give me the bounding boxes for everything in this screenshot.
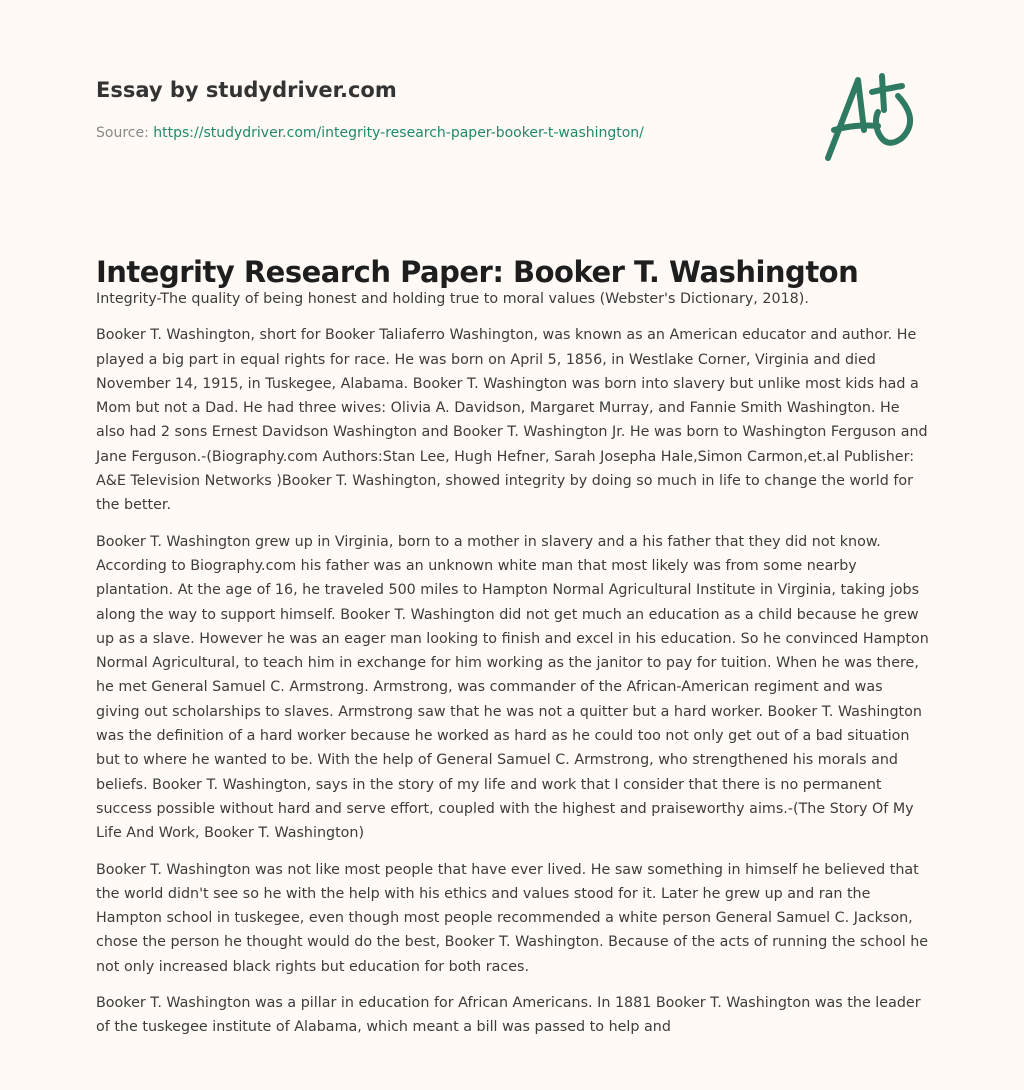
paragraph: Booker T. Washington, short for Booker Taliaferro Washington, was known as an American educator and author. He played a big part in equal rights for race. He was born on April 5, 1856, in Westlake Corner, Virginia and died November 14, 1915, in Tuskegee, Alabama. Booker T. Washington was born into slavery but unlike most kids had a Mom but not a Dad. He had three wives: Olivia A. Davidson, Margaret Murray, and Fannie Smith Washington. He also had 2 sons Ernest Davidson Washington and Booker T. Washington Jr. He was born to Washington Ferguson and Jane Ferguson.-(Biography.com Authors:Stan Lee, Hugh Hefner, Sarah Josepha Hale,Simon Carmon,et.al Publisher: A&E Television Networks )Booker T. Washington, showed integrity by doing so much in life to change the world for the better. <box>96 327 928 514</box>
article-body <box>96 287 930 1052</box>
source-label: Source: <box>96 125 154 141</box>
paragraph: Integrity-The quality of being honest and holding true to moral values (Webster's Dictionary, 2018). <box>96 291 809 307</box>
brand-title: Essay by studydriver.com <box>96 78 397 102</box>
source-link[interactable]: https://studydriver.com/integrity-research-paper-booker-t-washington/ <box>153 125 644 141</box>
paragraph: Booker T. Washington was a pillar in education for African Americans. In 1881 Booker T. Washington was the leader of the tuskegee institute of Alabama, which meant a bill was passed to help and <box>96 995 921 1036</box>
paragraph: Booker T. Washington grew up in Virginia, born to a mother in slavery and a his father that they did not know. According to Biography.com his father was an unknown white man that most likely was from some nearby plantation. At the age of 16, he traveled 500 miles to Hampton Normal Agricultural Institute in Virginia, taking jobs along the way to support himself. Booker T. Washington did not get much an education as a child because he grew up as a slave. However he was an eager man looking to finish and excel in his education. So he convinced Hampton Normal Agricultural, to teach him in exchange for him working as the janitor to pay for tuition. When he was there, he met General Samuel C. Armstrong. Armstrong, was commander of the African-American regiment and was giving out scholarships to slaves. Armstrong saw that he was not a quitter but a hard worker. Booker T. Washington was the definition of a hard worker because he worked as hard as he could too not only get out of a bad situation but to where he wanted to be. With the help of General Samuel C. Armstrong, who strengthened his morals and beliefs. Booker T. Washington, says in the story of my life and work that I consider that there is no permanent success possible without hard and serve effort, coupled with the highest and praiseworthy aims.-(The Story Of My Life And Work, Booker T. Washington) <box>96 533 929 842</box>
page-header <box>0 0 1024 200</box>
a-plus-logo <box>820 70 930 165</box>
article-title: Integrity Research Paper: Booker T. Washington <box>96 255 859 289</box>
paragraph: Booker T. Washington was not like most people that have ever lived. He saw something in himself he believed that the world didn't see so he with the help with his ethics and values stood for it. Later he grew up and ran the Hampton school in tuskegee, even though most people recommended a white person General Samuel C. Jackson, chose the person he thought would do the best, Booker T. Washington. Because of the acts of running the school he not only increased black rights but education for both races. <box>96 861 929 975</box>
source-line <box>96 125 644 141</box>
